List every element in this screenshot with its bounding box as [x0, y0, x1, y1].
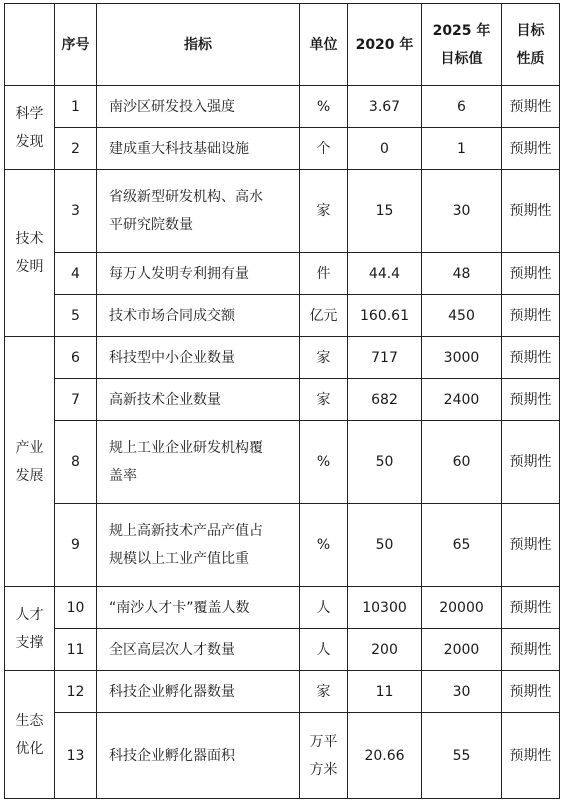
category-ecology [5, 671, 55, 799]
cell-unit: 家 [300, 337, 348, 379]
cell-2020: 50 [348, 421, 422, 504]
category-line: 技术 [15, 231, 44, 247]
cell-indicator: 高新技术企业数量 [97, 379, 300, 421]
header-unit: 单位 [300, 4, 348, 86]
table-row [5, 671, 560, 713]
cell-2020: 682 [348, 379, 422, 421]
header-2025 [422, 4, 502, 86]
category-industry [5, 337, 55, 587]
cell-unit: 家 [300, 170, 348, 253]
header-category [5, 4, 55, 86]
header-seq: 序号 [55, 4, 97, 86]
cell-seq: 7 [55, 379, 97, 421]
cell-unit: % [300, 421, 348, 504]
cell-2025: 30 [422, 671, 502, 713]
cell-indicator: 南沙区研发投入强度 [97, 86, 300, 128]
header-indicator: 指标 [97, 4, 300, 86]
category-line: 人才 [15, 606, 44, 623]
cell-seq: 6 [55, 337, 97, 379]
table-row [5, 713, 560, 799]
cell-2025: 60 [422, 421, 502, 504]
cell-indicator: “南沙人才卡”覆盖人数 [97, 587, 300, 629]
category-technology [5, 170, 55, 337]
cell-indicator: 科技型中小企业数量 [97, 337, 300, 379]
cell-indicator [97, 170, 300, 253]
cell-indicator: 建成重大科技基础设施 [97, 128, 300, 170]
cell-indicator [97, 504, 300, 587]
cell-nature: 预期性 [502, 671, 560, 713]
table-row [5, 337, 560, 379]
cell-2020: 50 [348, 504, 422, 587]
cell-nature: 预期性 [502, 421, 560, 504]
table-row [5, 629, 560, 671]
category-science [5, 86, 55, 170]
category-line: 优化 [15, 740, 44, 757]
cell-seq: 1 [55, 86, 97, 128]
cell-nature: 预期性 [502, 337, 560, 379]
indicator-table [4, 3, 560, 799]
cell-indicator: 全区高层次人才数量 [97, 629, 300, 671]
cell-2020: 11 [348, 671, 422, 713]
header-2020: 2020 年 [348, 4, 422, 86]
cell-2025: 2400 [422, 379, 502, 421]
table-row [5, 86, 560, 128]
cell-indicator: 技术市场合同成交额 [97, 295, 300, 337]
header-2025-line1: 2025 年 [432, 22, 491, 39]
cell-seq: 2 [55, 128, 97, 170]
cell-2025: 6 [422, 86, 502, 128]
category-line: 产业 [15, 439, 44, 456]
cell-nature: 预期性 [502, 86, 560, 128]
cell-2020: 160.61 [348, 295, 422, 337]
cell-unit: 亿元 [300, 295, 348, 337]
indicator-line: 平研究院数量 [109, 217, 193, 233]
header-nature-line1: 目标 [516, 22, 545, 39]
cell-seq: 8 [55, 421, 97, 504]
cell-unit: % [300, 504, 348, 587]
table-row [5, 421, 560, 504]
cell-unit [300, 713, 348, 799]
table-row [5, 379, 560, 421]
cell-2020: 44.4 [348, 253, 422, 295]
cell-nature: 预期性 [502, 587, 560, 629]
category-line: 科学 [15, 105, 44, 122]
cell-2025: 450 [422, 295, 502, 337]
cell-unit: 件 [300, 253, 348, 295]
cell-unit: 家 [300, 671, 348, 713]
cell-2025: 20000 [422, 587, 502, 629]
cell-nature: 预期性 [502, 170, 560, 253]
table-header-row [5, 4, 560, 86]
header-2025-line2: 目标值 [440, 50, 483, 67]
header-nature [502, 4, 560, 86]
indicator-line: 规模以上工业产值比重 [109, 551, 249, 567]
cell-2020: 15 [348, 170, 422, 253]
table-row [5, 504, 560, 587]
cell-2020: 0 [348, 128, 422, 170]
category-line: 支撑 [15, 634, 44, 651]
cell-seq: 13 [55, 713, 97, 799]
table-row [5, 253, 560, 295]
cell-nature: 预期性 [502, 295, 560, 337]
cell-2025: 1 [422, 128, 502, 170]
cell-2020: 3.67 [348, 86, 422, 128]
indicator-line: 盖率 [109, 468, 137, 484]
indicator-line: 规上工业企业研发机构覆 [109, 440, 263, 456]
cell-unit: 个 [300, 128, 348, 170]
cell-indicator: 每万人发明专利拥有量 [97, 253, 300, 295]
cell-seq: 12 [55, 671, 97, 713]
indicator-line: 省级新型研发机构、高水 [109, 189, 263, 205]
indicator-line: 规上高新技术产品产值占 [109, 523, 263, 539]
cell-seq: 3 [55, 170, 97, 253]
cell-2025: 30 [422, 170, 502, 253]
cell-seq: 9 [55, 504, 97, 587]
cell-indicator [97, 421, 300, 504]
cell-2025: 2000 [422, 629, 502, 671]
cell-2025: 48 [422, 253, 502, 295]
unit-line: 万平 [309, 733, 338, 750]
category-line: 发展 [15, 467, 44, 484]
cell-2020: 20.66 [348, 713, 422, 799]
category-talent [5, 587, 55, 671]
cell-seq: 5 [55, 295, 97, 337]
cell-nature: 预期性 [502, 504, 560, 587]
cell-nature: 预期性 [502, 713, 560, 799]
cell-2025: 65 [422, 504, 502, 587]
cell-unit: 家 [300, 379, 348, 421]
table-row [5, 295, 560, 337]
cell-nature: 预期性 [502, 629, 560, 671]
unit-line: 方米 [309, 761, 338, 778]
category-line: 发明 [15, 259, 44, 275]
cell-unit: % [300, 86, 348, 128]
table-row [5, 128, 560, 170]
cell-2020: 10300 [348, 587, 422, 629]
cell-seq: 10 [55, 587, 97, 629]
cell-2020: 200 [348, 629, 422, 671]
category-line: 生态 [15, 712, 44, 729]
cell-unit: 人 [300, 629, 348, 671]
cell-nature: 预期性 [502, 253, 560, 295]
cell-unit: 人 [300, 587, 348, 629]
cell-2025: 55 [422, 713, 502, 799]
cell-nature: 预期性 [502, 379, 560, 421]
cell-nature: 预期性 [502, 128, 560, 170]
category-line: 发现 [15, 133, 44, 150]
cell-seq: 4 [55, 253, 97, 295]
cell-indicator: 科技企业孵化器数量 [97, 671, 300, 713]
table-row [5, 170, 560, 253]
cell-indicator: 科技企业孵化器面积 [97, 713, 300, 799]
header-nature-line2: 性质 [516, 50, 545, 67]
cell-2025: 3000 [422, 337, 502, 379]
table-row [5, 587, 560, 629]
cell-2020: 717 [348, 337, 422, 379]
cell-seq: 11 [55, 629, 97, 671]
